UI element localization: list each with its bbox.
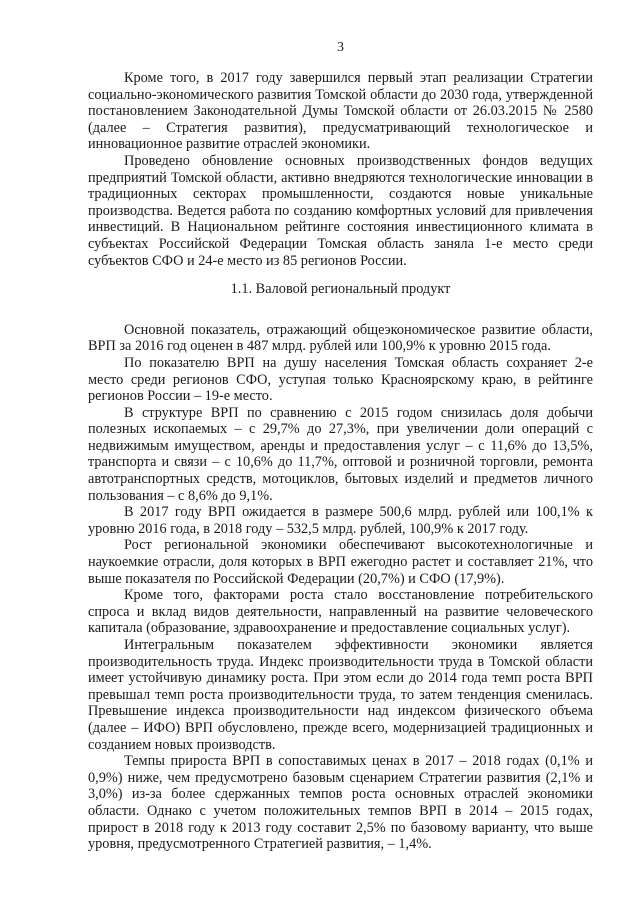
- document-page: [88, 40, 593, 853]
- paragraph-strategy-stage: Кроме того, в 2017 году завершился первый этап реализации Стратегии социально-экономического развития Томской области до 2030 года, утвержденной постановлением Законодательной Думы Томской области от 26.03.2015 № 2580 (далее – Стратегия развития), предусматривающий технологическое и инновационное развитие отраслей экономики.: [88, 70, 593, 153]
- page-number: 3: [337, 40, 344, 55]
- paragraph-forecast: В 2017 году ВРП ожидается в размере 500,6 млрд. рублей или 100,1% к уровню 2016 года, в 2018 году – 532,5 млрд. рублей, 100,9% к 2017 году.: [88, 504, 593, 537]
- paragraph-growth-rates: Темпы прироста ВРП в сопоставимых ценах в 2017 – 2018 годах (0,1% и 0,9%) ниже, чем предусмотрено базовым сценарием Стратегии развития (2,1% и 3,0%) из-за более сдержанных темпов роста основных отраслей экономики области. Однако с учетом положительных темпов ВРП в 2014 – 2015 годах, прирост в 2018 году к 2013 году составит 2,5% по базовому варианту, что выше уровня, предусмотренного Стратегией развития, – 1,4%.: [88, 753, 593, 853]
- paragraph-productivity: Интегральным показателем эффективности экономики является производительность труда. Индекс производительности труда в Томской области имеет устойчивую динамику роста. При этом если до 2014 года темп роста ВРП превышал темп роста производительности труда, то затем тенденция сменилась. Превышение индекса производительности над индексом физического объема (далее – ИФО) ВРП обусловлено, прежде всего, модернизацией традиционных и созданием новых производств.: [88, 637, 593, 753]
- section-heading: 1.1. Валовой региональный продукт: [230, 281, 451, 298]
- paragraph-growth-factors: Кроме того, факторами роста стало восстановление потребительского спроса и вклад видов деятельности, направленный на развитие человеческого капитала (образование, здравоохранение и предоставление социальных услуг).: [88, 587, 593, 637]
- paragraph-structure: В структуре ВРП по сравнению с 2015 годом снизилась доля добычи полезных ископаемых – с 29,7% до 27,3%, при увеличении доли операций с недвижимым имуществом, аренды и предоставления услуг – с 11,6% до 13,5%, транспорта и связи – с 10,6% до 11,7%, оптовой и розничной торговли, ремонта автотранспортных средств, мотоциклов, бытовых изделий и предметов личного пользования – с 8,6% до 9,1%.: [88, 404, 593, 504]
- paragraph-main-indicator: Основной показатель, отражающий общеэкономическое развитие области, ВРП за 2016 год оценен в 487 млрд. рублей или 100,9% к уровню 2015 года.: [88, 321, 593, 355]
- paragraph-per-capita: По показателю ВРП на душу населения Томская область сохраняет 2-е место среди регионов СФО, уступая только Красноярскому краю, в рейтинге регионов России – 19-е место.: [88, 354, 593, 405]
- paragraph-high-tech: Рост региональной экономики обеспечивают высокотехнологичные и наукоемкие отрасли, доля которых в ВРП ежегодно растет и составляет 21%, что выше показателя по Российской Федерации (20,7%) и СФО (17,9%).: [88, 537, 593, 587]
- paragraph-production-renewal: Проведено обновление основных производственных фондов ведущих предприятий Томской области, активно внедряются технологические инновации в традиционных секторах промышленности, создаются новые уникальные производства. Ведется работа по созданию комфортных условий для привлечения инвестиций. В Национальном рейтинге состояния инвестиционного климата в субъектах Российской Федерации Томская область заняла 1-е место среди субъектов СФО и 24-е место из 85 регионов России.: [88, 152, 593, 269]
